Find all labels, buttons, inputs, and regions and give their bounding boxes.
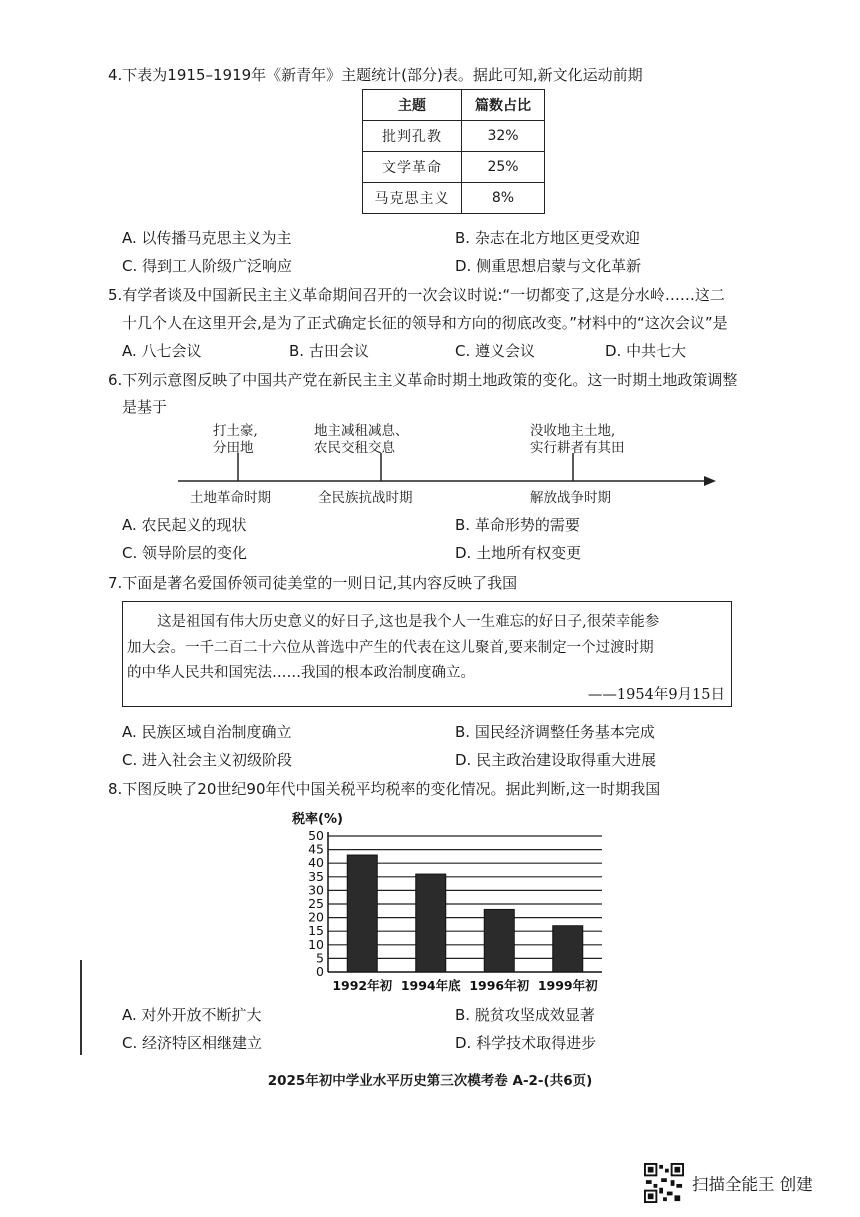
chart-category-label: 1996年初 [469,978,530,993]
table-header-topic: 主题 [363,90,462,121]
diary-date: ——1954年9月15日 [587,687,725,703]
q5-option-d[interactable]: D. 中共七大 [605,342,687,360]
tariff-bar-chart [280,806,620,998]
timeline-period-1: 土地革命时期 [190,490,271,506]
q5-option-a[interactable]: A. 八七会议 [122,342,202,360]
q5-stem-line1: 5.有学者谈及中国新民主主义革命期间召开的一次会议时说:“一切都变了,这是分水岭……这二 [108,286,725,304]
table-header-ratio: 篇数占比 [462,90,545,121]
q7-stem: 7.下面是著名爱国侨领司徒美堂的一则日记,其内容反映了我国 [108,574,518,592]
q8-stem: 8.下图反映了20世纪90年代中国关税平均税率的变化情况。据此判断,这一时期我国 [108,780,661,798]
table-cell: 25% [462,152,545,183]
q7-option-b[interactable]: B. 国民经济调整任务基本完成 [455,723,655,741]
q7-option-d[interactable]: D. 民主政治建设取得重大进展 [455,751,657,769]
chart-y-tick-label: 40 [308,855,324,871]
timeline-policy-1: 打土豪, 分田地 [213,423,258,456]
q5-stem-line2: 十几个人在这里开会,是为了正式确定长征的领导和方向的彻底改变。”材料中的“这次会议”是 [122,314,728,332]
table-row [363,121,545,152]
q6-stem-line2: 是基于 [122,398,168,416]
q7-option-c[interactable]: C. 进入社会主义初级阶段 [122,751,293,769]
q6-option-c[interactable]: C. 领导阶层的变化 [122,544,248,562]
chart-y-axis-label: 税率(%) [292,812,343,827]
diary-line-2: 加大会。一千二百二十六位从普选中产生的代表在这儿聚首,要来制定一个过渡时期 [127,640,654,656]
table-cell: 32% [462,121,545,152]
timeline-period-2: 全民族抗战时期 [318,490,413,506]
q5-option-b[interactable]: B. 古田会议 [289,342,369,360]
chart-bar [553,926,583,972]
chart-category-label: 1992年初 [332,978,393,993]
chart-y-tick-label: 50 [308,828,324,843]
timeline-policy-3: 没收地主土地, 实行耕者有其田 [530,423,625,456]
chart-bar [347,855,377,972]
chart-y-tick-label: 30 [308,882,324,898]
q5-option-c[interactable]: C. 遵义会议 [455,342,536,360]
q8-option-b[interactable]: B. 脱贫攻坚成效显著 [455,1006,595,1024]
chart-bar [416,874,446,972]
table-cell: 批判孔教 [363,121,462,152]
chart-category-label: 1994年底 [400,978,461,993]
chart-y-tick-label: 35 [308,868,324,884]
q6-option-d[interactable]: D. 土地所有权变更 [455,544,582,562]
q8-option-c[interactable]: C. 经济特区相继建立 [122,1034,263,1052]
q4-option-c[interactable]: C. 得到工人阶级广泛响应 [122,257,293,275]
q4-option-a[interactable]: A. 以传播马克思主义为主 [122,229,292,247]
scanner-watermark [644,1161,813,1205]
table-header-row [363,90,545,121]
chart-bar [484,909,514,972]
chart-y-tick-label: 5 [316,950,324,966]
q6-stem-line1: 6.下列示意图反映了中国共产党在新民主主义革命时期土地政策的变化。这一时期土地政策调整 [108,371,738,389]
topic-statistics-table [362,89,545,214]
q8-option-d[interactable]: D. 科学技术取得进步 [455,1034,597,1052]
land-policy-timeline [178,415,718,505]
chart-y-tick-label: 15 [308,923,324,939]
page-footer: 2025年初中学业水平历史第三次模考卷 A-2-(共6页) [267,1073,593,1089]
chart-y-tick-label: 0 [316,964,324,979]
tariff-rate-chart [280,806,620,998]
margin-line [80,960,82,1055]
table-row [363,183,545,214]
q6-option-b[interactable]: B. 革命形势的需要 [455,516,580,534]
chart-y-tick-label: 45 [308,841,324,857]
q6-option-a[interactable]: A. 农民起义的现状 [122,516,247,534]
diary-line-3: 的中华人民共和国宪法……我国的根本政治制度确立。 [127,665,475,681]
q7-option-a[interactable]: A. 民族区域自治制度确立 [122,723,292,741]
chart-y-tick-label: 10 [308,936,324,952]
q4-stem: 4.下表为1915–1919年《新青年》主题统计(部分)表。据此可知,新文化运动前期 [108,66,643,84]
table-cell: 文学革命 [363,152,462,183]
q8-option-a[interactable]: A. 对外开放不断扩大 [122,1006,262,1024]
diary-excerpt-box [122,601,732,707]
diary-line-1: 这是祖国有伟大历史意义的好日子,这也是我个人一生难忘的好日子,很荣幸能参 [157,614,660,630]
timeline-policy-2: 地主减租减息、 农民交租交息 [314,423,409,456]
qr-code-icon [644,1163,684,1203]
table-cell: 8% [462,183,545,214]
timeline-period-3: 解放战争时期 [530,490,611,506]
chart-y-tick-label: 25 [308,896,324,911]
q4-option-b[interactable]: B. 杂志在北方地区更受欢迎 [455,229,640,247]
q4-option-d[interactable]: D. 侧重思想启蒙与文化革新 [455,257,642,275]
chart-category-label: 1999年初 [537,978,598,993]
scanner-label: 扫描全能王 创建 [692,1175,813,1194]
chart-y-tick-label: 20 [308,909,324,925]
table-row [363,152,545,183]
table-cell: 马克思主义 [363,183,462,214]
